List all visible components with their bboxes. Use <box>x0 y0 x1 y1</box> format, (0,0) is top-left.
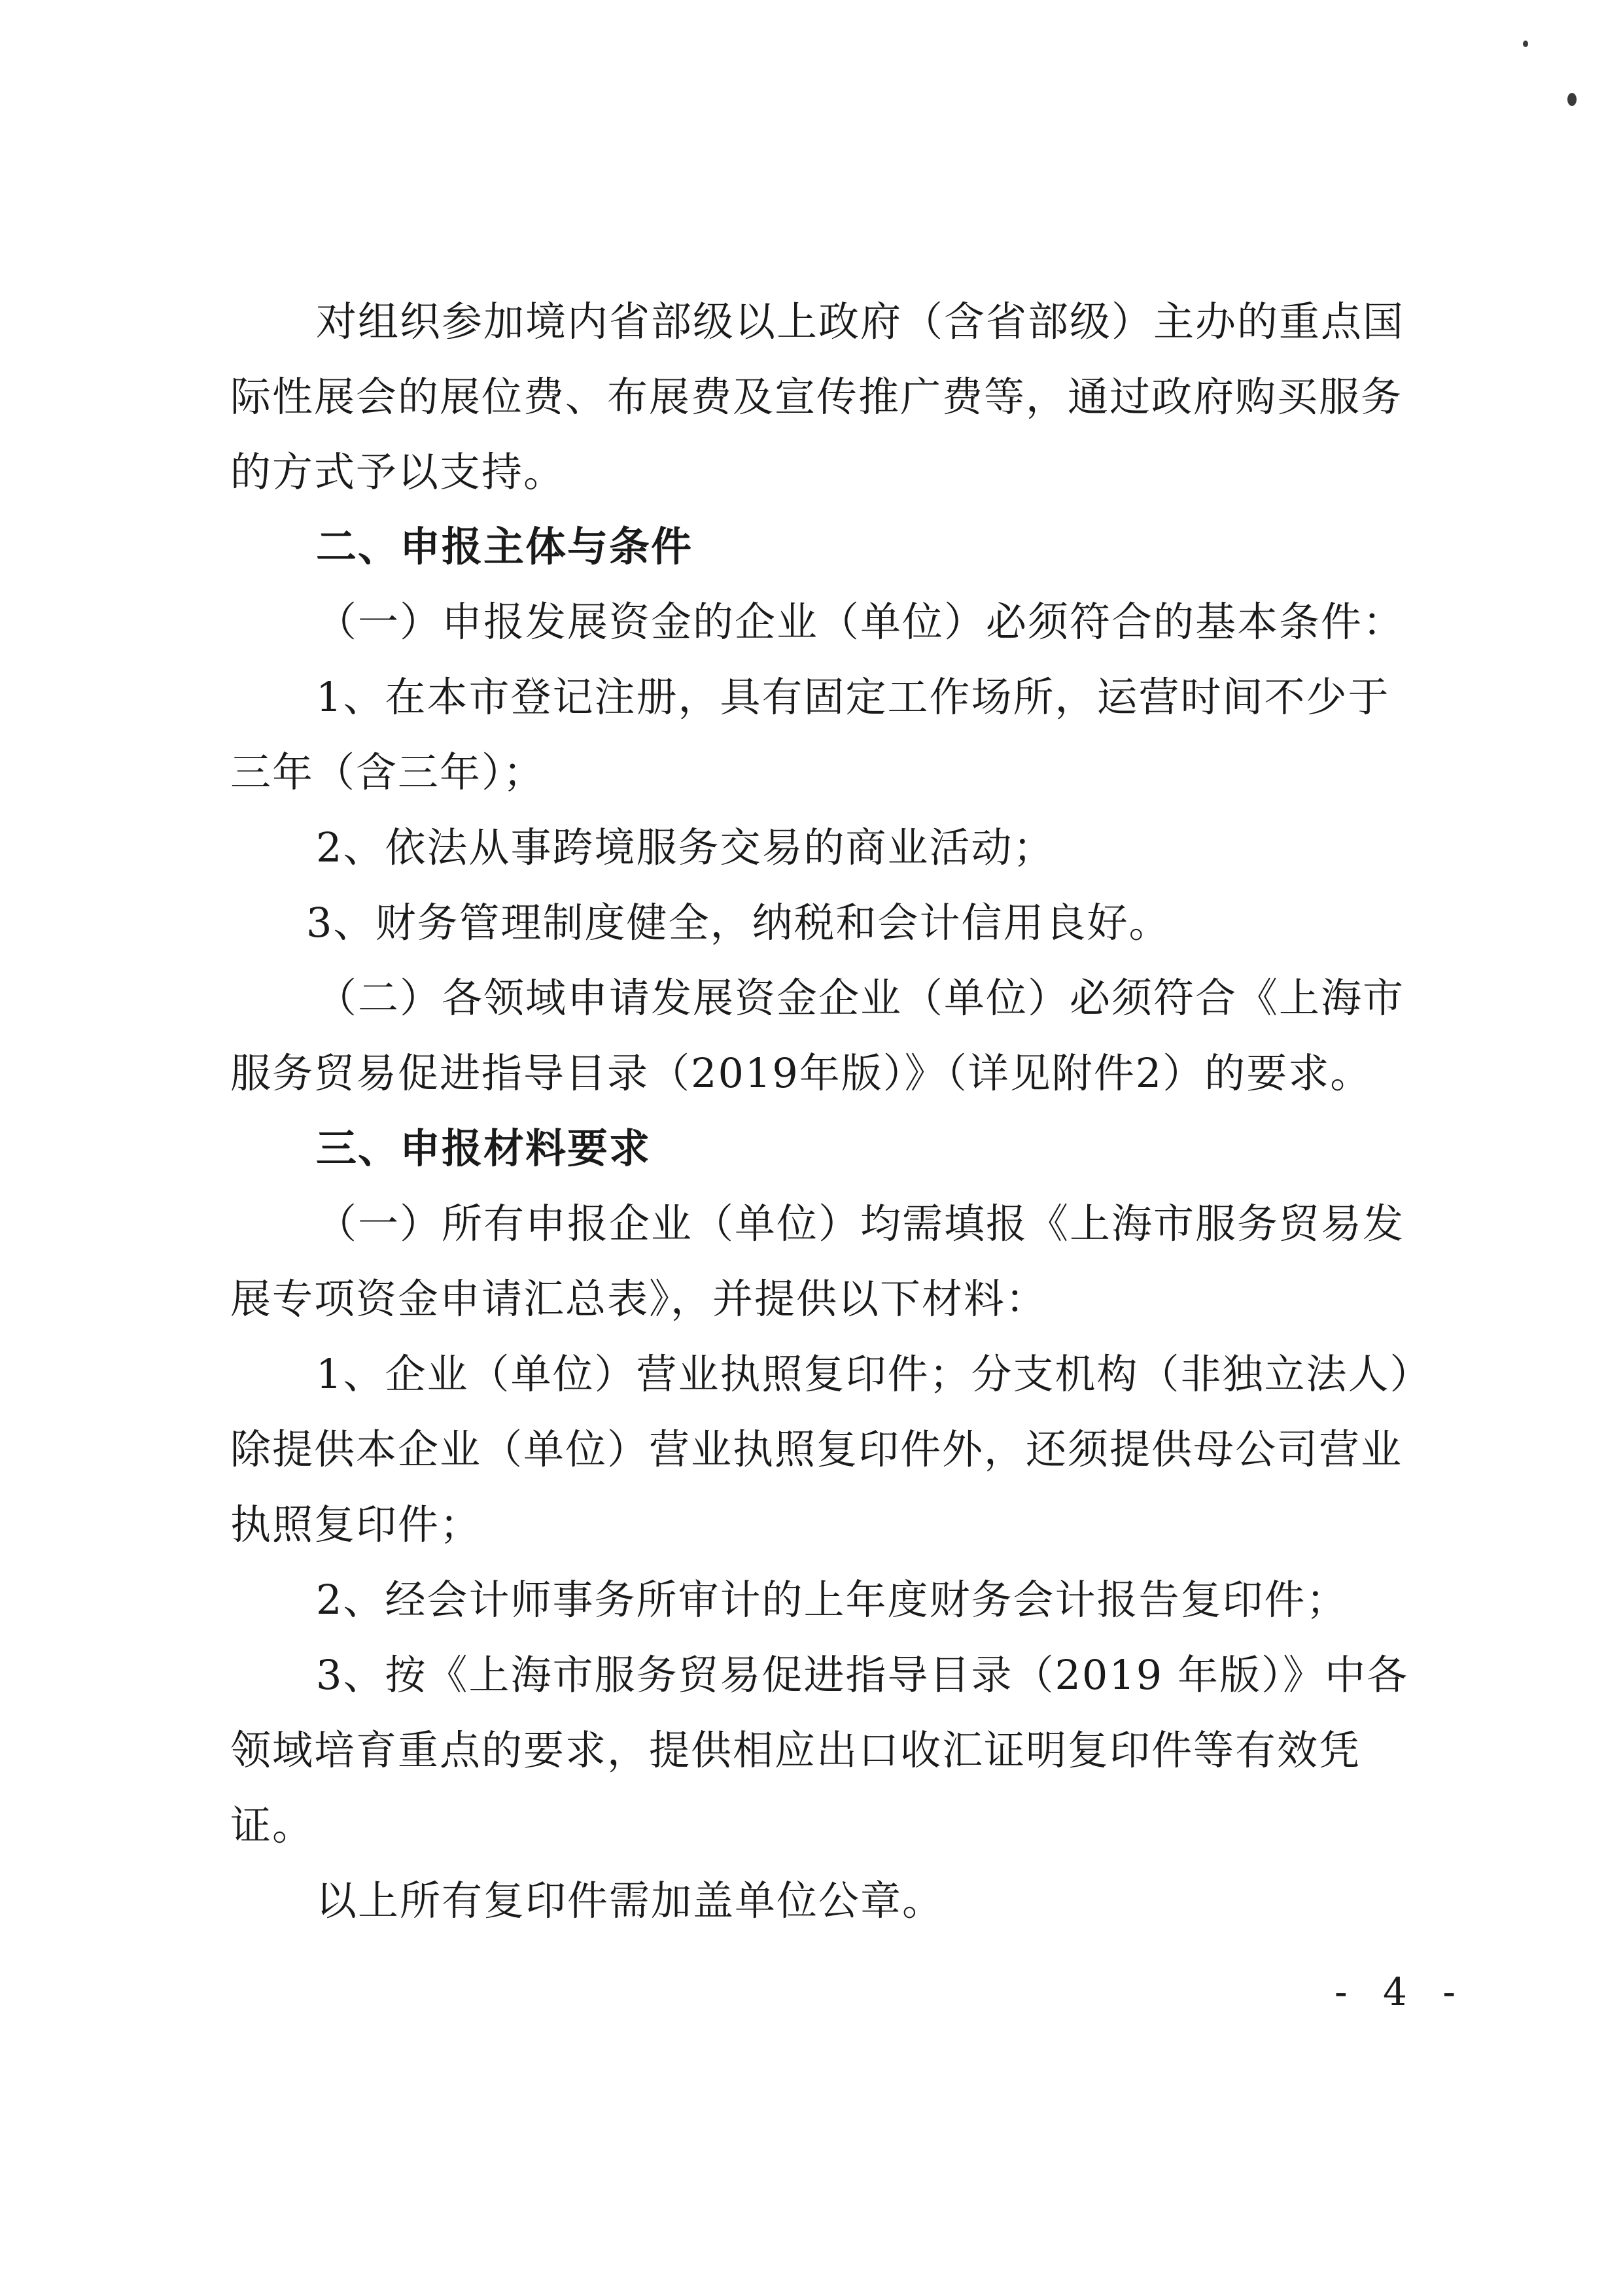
paragraph-line: 3、按《上海市服务贸易促进指导目录（2019 年版）》中各 <box>316 1651 1408 1699</box>
scan-speck <box>1567 93 1577 106</box>
paragraph-line: （二）各领域申请发展资金企业（单位）必须符合《上海市 <box>316 974 1405 1022</box>
paragraph-line: 际性展会的展位费、布展费及宣传推广费等，通过政府购买服务 <box>230 373 1403 421</box>
paragraph-line: 除提供本企业（单位）营业执照复印件外，还须提供母公司营业 <box>230 1425 1403 1473</box>
section-heading: 二、申报主体与条件 <box>316 523 693 570</box>
paragraph-line: 的方式予以支持。 <box>230 448 566 496</box>
section-heading: 三、申报材料要求 <box>316 1124 652 1172</box>
paragraph-line: （一）申报发展资金的企业（单位）必须符合的基本条件： <box>316 598 1405 646</box>
paragraph-line: 1、企业（单位）营业执照复印件；分支机构（非独立法人） <box>316 1350 1432 1398</box>
paragraph-line: 服务贸易促进指导目录（2019年版）》（详见附件2）的要求。 <box>230 1049 1372 1097</box>
paragraph-line: 领域培育重点的要求，提供相应出口收汇证明复印件等有效凭 <box>230 1726 1361 1774</box>
paragraph-line: 证。 <box>230 1801 315 1849</box>
paragraph-line: 2、依法从事跨境服务交易的商业活动； <box>316 824 1055 871</box>
paragraph-line: 1、在本市登记注册，具有固定工作场所，运营时间不少于 <box>316 673 1390 721</box>
paragraph-line: 执照复印件； <box>230 1501 482 1548</box>
paragraph-line: 3、财务管理制度健全，纳税和会计信用良好。 <box>306 899 1171 947</box>
paragraph-line: 对组织参加境内省部级以上政府（含省部级）主办的重点国 <box>316 298 1405 345</box>
paragraph-line: 三年（含三年）； <box>230 748 546 796</box>
paragraph-line: 以上所有复印件需加盖单位公章。 <box>316 1877 945 1924</box>
scan-speck <box>1523 41 1528 47</box>
paragraph-line: 展专项资金申请汇总表》，并提供以下材料： <box>230 1275 1048 1323</box>
page-number: - 4 - <box>1335 1970 1467 2014</box>
paragraph-line: 2、经会计师事务所审计的上年度财务会计报告复印件； <box>316 1576 1348 1624</box>
paragraph-line: （一）所有申报企业（单位）均需填报《上海市服务贸易发 <box>316 1200 1405 1247</box>
